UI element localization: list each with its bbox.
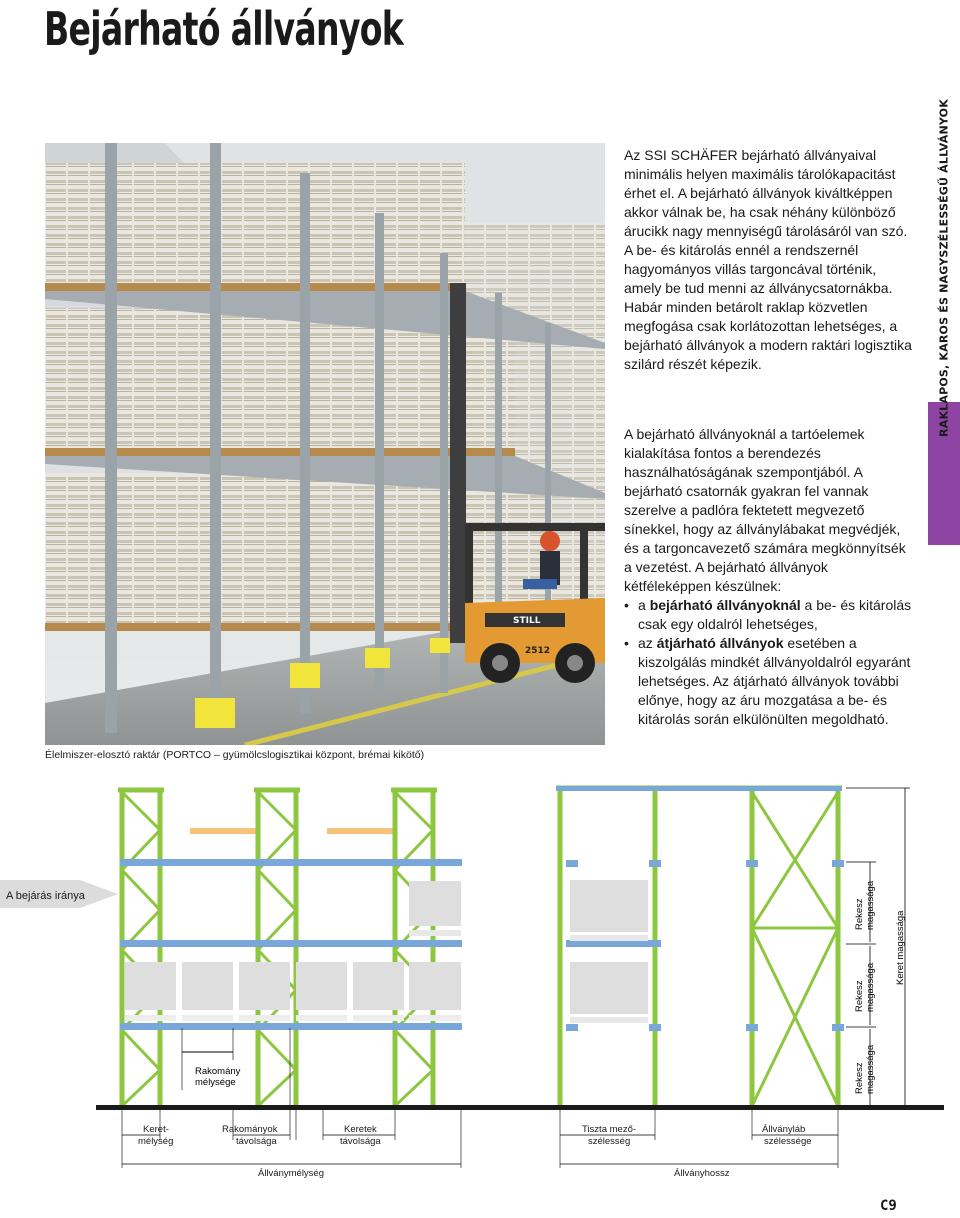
dim-rakomanyok-1: Rakományok xyxy=(222,1124,278,1135)
page-number: C9 xyxy=(880,1198,897,1214)
page-title: Bejárható állványok xyxy=(44,2,404,56)
body-text: A bejárható állványoknál a tartóelemek kialakítása fontos a berendezés használhatóságának szempontjából. A bejárható csatornák gyakran fel vannak szerelve a padlóra fektetett megvezető sínekkel, hogy az állványlábakat megvédjék, és a targoncavezető számára megkönnyítsék a vezetést. A bejárható állványok kétféleképpen készülnek: xyxy=(624,426,906,594)
dim-allvanymelyseg: Állványmélység xyxy=(258,1168,324,1179)
dim-allvanylab-2: szélessége xyxy=(764,1136,812,1147)
photo-caption: Élelmiszer-elosztó raktár (PORTCO – gyümölcslogisztikai központ, brémai kikötő) xyxy=(45,749,425,761)
body-paragraph xyxy=(624,425,914,729)
rack-diagram xyxy=(0,780,960,1190)
side-section-label: RAKLAPOS, KAROS ÉS NAGYSZÉLESSÉGŰ ÁLLVÁNYOK xyxy=(937,99,951,437)
dim-rekesz-2a: Rekesz xyxy=(854,980,865,1012)
front-elevation xyxy=(556,786,910,1168)
arrow-label: A bejárás iránya xyxy=(6,890,85,902)
dim-rekesz-2b: magassága xyxy=(865,962,876,1012)
dim-tiszta-1: Tiszta mező- xyxy=(582,1124,637,1135)
warehouse-photo xyxy=(45,143,605,745)
bullet-item: • a bejárható állványoknál a be- és kitárolás csak egy oldalról lehetséges, xyxy=(624,596,914,634)
dim-allvanyhossz: Állványhossz xyxy=(674,1168,730,1179)
dim-keret-1: Keret- xyxy=(143,1124,169,1135)
dim-allvanylab-1: Állványláb xyxy=(762,1124,806,1135)
intro-paragraph: Az SSI SCHÄFER bejárható állványaival minimális helyen maximális tárolókapacitást érhet el. A bejárható állványok kiváltképpen akkor válnak be, ha csak néhány különböző árucikk nagy mennyiségű tárolásáról van szó. A be- és kitárolás ennél a rendszernél hagyományos villás targoncával történik, amely be tud menni az állványcsatornákba. Habár minden betárolt raklap közvetlen megfogása csak korlátozottan lehetséges, a bejárható állványok a modern raktári logisztika szilárd részét képezik. xyxy=(624,147,912,372)
floor-line xyxy=(96,1105,944,1110)
dim-rekesz-3a: Rekesz xyxy=(854,1062,865,1094)
dim-keretek-2: távolsága xyxy=(340,1136,381,1147)
bullet-item: • az átjárható állványok esetében a kiszolgálás mindkét állványoldalról egyaránt lehetséges. Az átjárható állványok további előnye, hogy az áru mozgatása a be- és kitárolás során elkülönülten megoldható. xyxy=(624,634,914,729)
forklift-brand: STILL xyxy=(513,616,541,626)
dim-rakomany-1: Rakomány xyxy=(195,1066,241,1077)
dim-rakomanyok-2: távolsága xyxy=(236,1136,277,1147)
dim-rekesz-1a: Rekesz xyxy=(854,898,865,930)
dim-rekesz-3b: magassága xyxy=(865,1044,876,1094)
dim-rakomany-2: mélysége xyxy=(195,1077,236,1088)
dim-keret-magassaga: Keret magassága xyxy=(895,910,906,985)
dim-tiszta-2: szélesség xyxy=(588,1136,631,1147)
dim-keretek-1: Keretek xyxy=(344,1124,377,1135)
forklift-number: 2512 xyxy=(525,646,551,656)
bullet-list xyxy=(624,596,914,729)
dim-rekesz-1b: magassága xyxy=(865,880,876,930)
side-elevation xyxy=(0,790,462,1168)
dim-keret-2: mélység xyxy=(138,1136,174,1147)
